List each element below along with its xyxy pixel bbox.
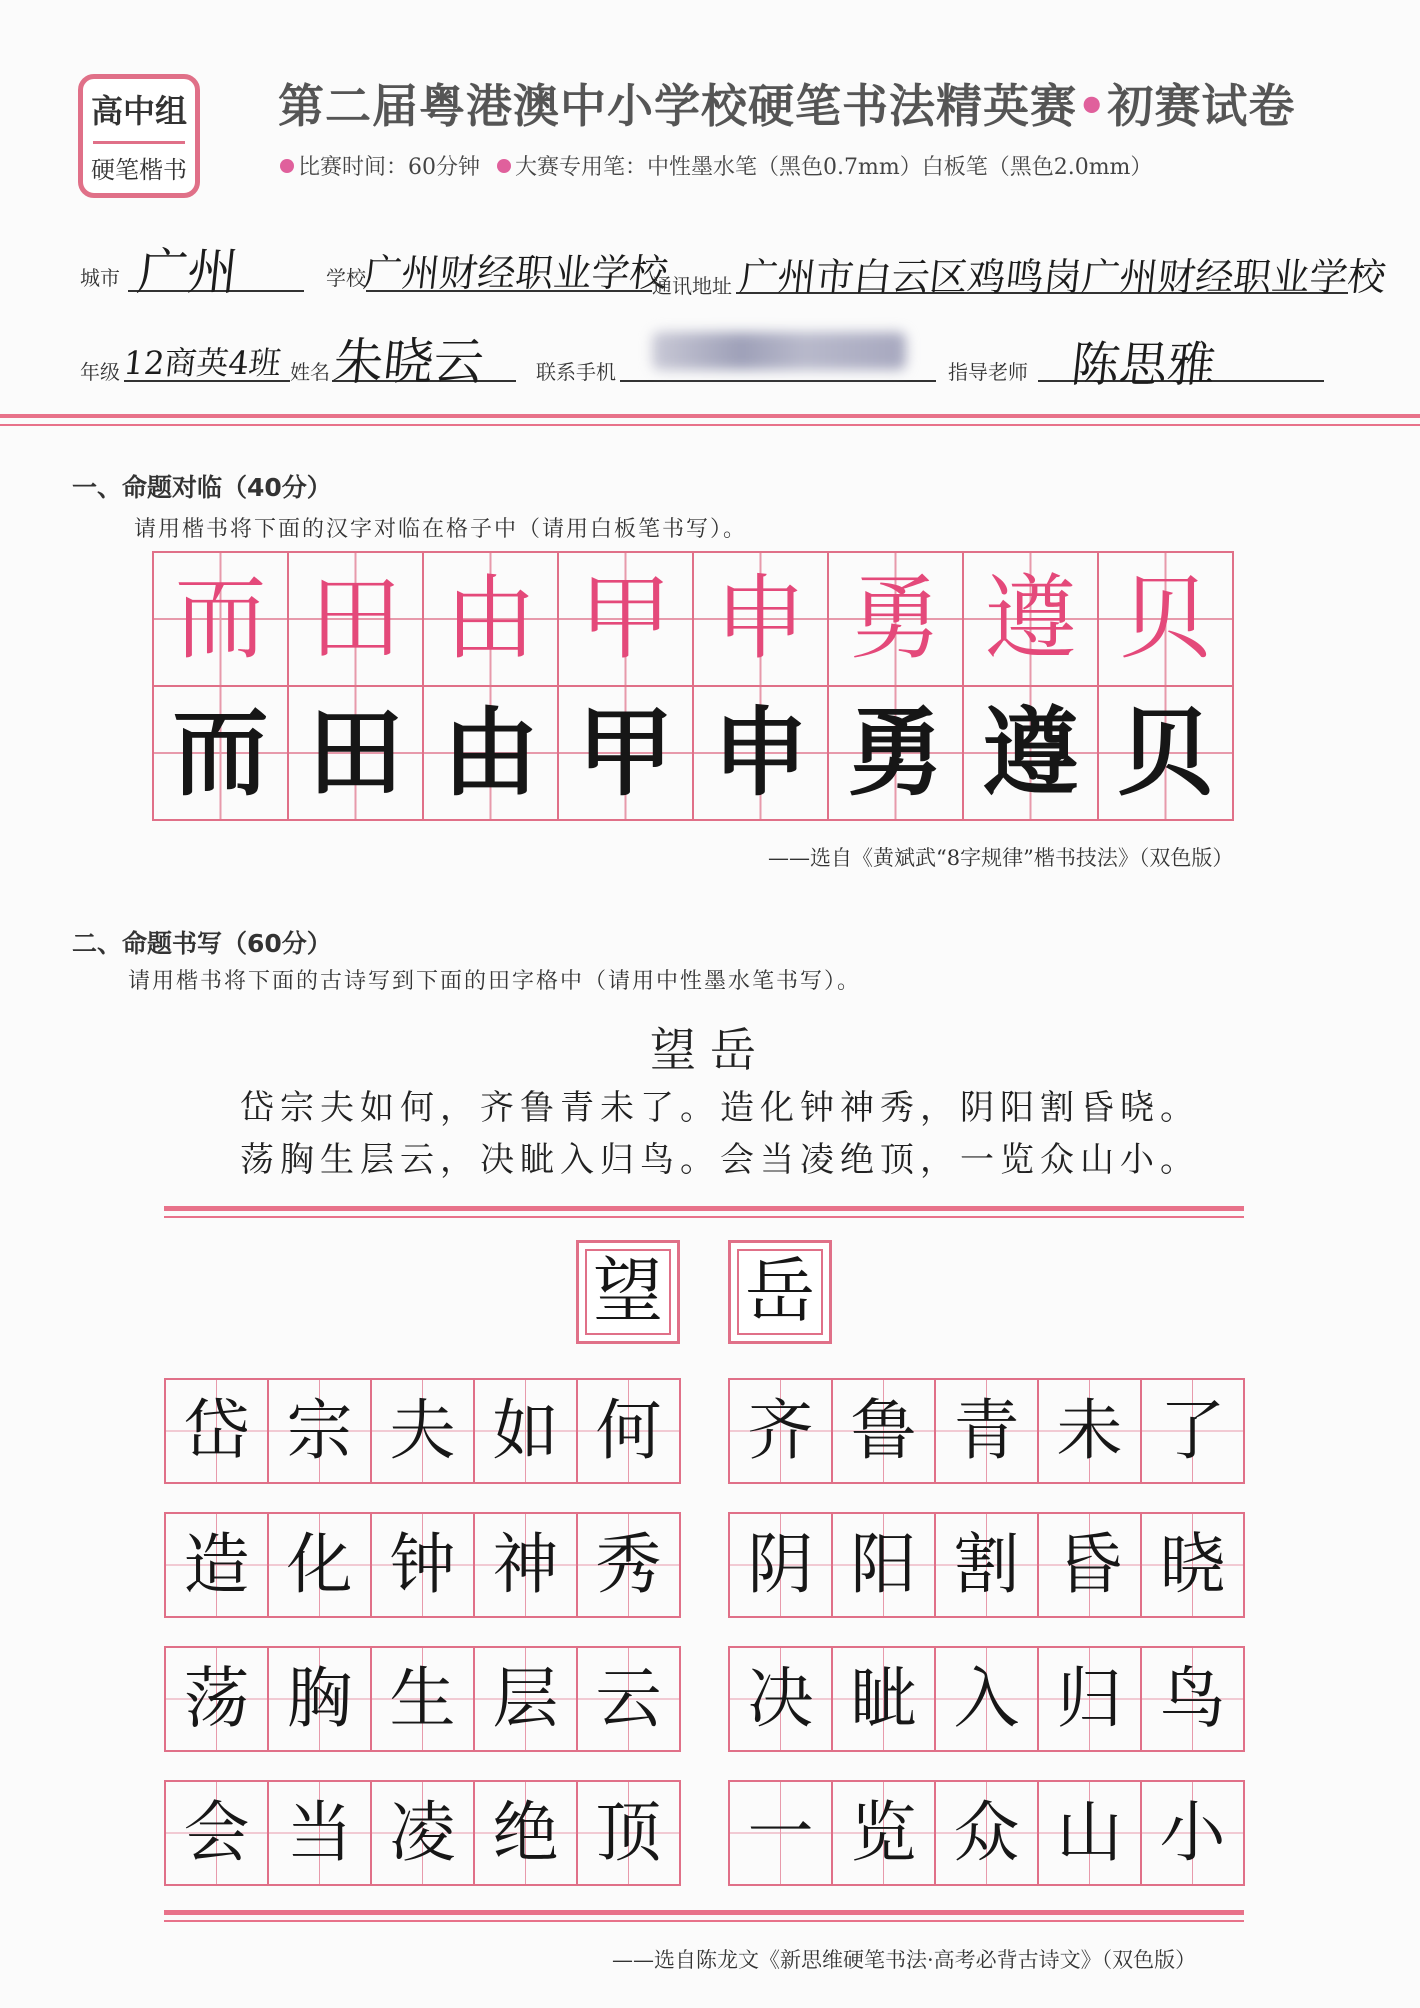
grid-char: 决: [747, 1660, 814, 1737]
model-char: 勇: [849, 565, 942, 672]
badge-group-label: 高中组: [90, 92, 187, 130]
row-gap: [729, 1483, 1244, 1513]
grid-char: 览: [850, 1794, 917, 1871]
grid-char: 岱: [183, 1392, 250, 1469]
grid-row: [729, 1379, 1244, 1483]
grid-cell: [1038, 1781, 1141, 1885]
address-label: 通讯地址: [652, 274, 732, 298]
page-title: [278, 70, 1295, 136]
section2-credit: ——选自陈龙文《新思维硬笔书法·高考必背古诗文》（双色版）: [612, 1948, 1197, 1972]
grid-char: 钟: [389, 1526, 456, 1603]
grid-cell: [832, 1379, 935, 1483]
grid-char: 生: [389, 1660, 456, 1737]
grid-row: [165, 1379, 680, 1483]
grid-char: 一: [747, 1794, 814, 1871]
badge-divider: [93, 141, 185, 144]
grid-cell: [935, 1379, 1038, 1483]
grid-char: 胸: [286, 1660, 353, 1737]
grid-cell: [1038, 1513, 1141, 1617]
written-title-char: 岳: [745, 1250, 815, 1332]
grid-cell: [832, 1647, 935, 1751]
grid-char: 了: [1159, 1392, 1226, 1469]
grid-cell: [935, 1781, 1038, 1885]
grid-char: 阴: [747, 1526, 814, 1603]
section2-instruction: 请用楷书将下面的古诗写到下面的田字格中（请用中性墨水笔书写）。: [128, 969, 862, 994]
model-cell: [693, 552, 828, 686]
badge-category-label: 硬笔楷书: [91, 156, 187, 184]
school-value: 广州财经职业学校: [361, 251, 670, 295]
copy-cell: [963, 686, 1098, 820]
grid-cell: [1038, 1379, 1141, 1483]
grid-char: 众: [953, 1794, 1020, 1871]
model-char: 遵: [984, 565, 1077, 672]
grid-cell: [729, 1781, 832, 1885]
grid-char: 如: [492, 1392, 559, 1469]
grid-char: 造: [183, 1526, 250, 1603]
copy-row: [153, 686, 1233, 820]
header-separator-thin: [0, 424, 1420, 426]
copy-cell: [828, 686, 963, 820]
grid-cell: [371, 1647, 474, 1751]
grid-char: 凌: [389, 1794, 456, 1871]
model-char: 甲: [579, 565, 672, 672]
teacher-label: 指导老师: [948, 360, 1028, 384]
grid-cell: [165, 1379, 268, 1483]
city-label: 城市: [80, 266, 120, 290]
row-gap: [165, 1617, 680, 1647]
grid-char: 鲁: [850, 1392, 917, 1469]
model-row: [153, 552, 1233, 686]
name-label: 姓名: [290, 360, 330, 384]
grid-char: 阳: [850, 1526, 917, 1603]
grid-char: 归: [1056, 1660, 1123, 1737]
grid-cell: [577, 1647, 680, 1751]
copy-cell: [693, 686, 828, 820]
grid-char: 秀: [595, 1526, 662, 1603]
row-gap: [165, 1483, 680, 1513]
grid-cell: [268, 1781, 371, 1885]
grid-char: 绝: [492, 1794, 559, 1871]
poem-bar-top-thin: [164, 1216, 1244, 1218]
grid-char: 眦: [850, 1660, 917, 1737]
row-gap: [729, 1617, 1244, 1647]
grid-cell: [577, 1781, 680, 1885]
model-cell: [153, 552, 288, 686]
header-separator: [0, 414, 1420, 418]
rule-pen: 大赛专用笔：中性墨水笔（黑色0.7mm）白板笔（黑色2.0mm）: [515, 155, 1153, 180]
grid-cell: [268, 1647, 371, 1751]
grid-cell: [935, 1513, 1038, 1617]
grid-cell: [165, 1513, 268, 1617]
grid-char: 宗: [286, 1392, 353, 1469]
grid-cell: [832, 1781, 935, 1885]
section2-title: 二、命题书写（60分）: [72, 929, 332, 958]
redacted-phone: [652, 332, 906, 370]
bullet-icon: [280, 159, 294, 173]
grid-cell: [729, 1647, 832, 1751]
grid-row: [729, 1647, 1244, 1751]
model-cell: [963, 552, 1098, 686]
grid-char: 夫: [389, 1392, 456, 1469]
poem-title: 望岳: [650, 1023, 770, 1077]
grid-char: 何: [595, 1392, 662, 1469]
written-title-box: [728, 1240, 832, 1344]
model-char: 贝: [1119, 565, 1212, 672]
row-gap: [165, 1751, 680, 1781]
grid-char: 化: [286, 1526, 353, 1603]
address-value: 广州市白云区鸡鸣岗广州财经职业学校: [737, 255, 1388, 299]
copy-char: 田: [307, 696, 404, 809]
grid-char: 鸟: [1159, 1660, 1226, 1737]
poem-grid-left: [164, 1378, 681, 1886]
section1-credit: ——选自《黄斌武“8字规律”楷书技法》（双色版）: [768, 846, 1234, 870]
model-char: 申: [714, 565, 807, 672]
grid-row: [729, 1781, 1244, 1885]
poem-line-2: 荡胸生层云，决眦入归鸟。会当凌绝顶，一览众山小。: [240, 1140, 1200, 1180]
phone-label: 联系手机: [536, 360, 616, 384]
poem-line-1: 岱宗夫如何，齐鲁青未了。造化钟神秀，阴阳割昏晓。: [240, 1088, 1200, 1128]
grid-cell: [165, 1647, 268, 1751]
grid-char: 神: [492, 1526, 559, 1603]
grid-char: 昏: [1056, 1526, 1123, 1603]
grid-cell: [268, 1513, 371, 1617]
competition-rules: [280, 150, 1152, 181]
grid-char: 云: [595, 1660, 662, 1737]
poem-bar-bottom-thin: [164, 1920, 1244, 1922]
grid-char: 层: [492, 1660, 559, 1737]
grid-row: [165, 1647, 680, 1751]
grid-cell: [1141, 1379, 1244, 1483]
copy-char: 勇: [847, 696, 944, 809]
model-cell: [828, 552, 963, 686]
grid-cell: [729, 1513, 832, 1617]
copy-char: 贝: [1117, 696, 1214, 809]
grid-char: 青: [953, 1392, 1020, 1469]
grid-row: [165, 1513, 680, 1617]
grid-cell: [935, 1647, 1038, 1751]
grid-cell: [1141, 1513, 1244, 1617]
grid-row: [729, 1513, 1244, 1617]
grade-label: 年级: [80, 360, 120, 384]
copy-cell: [153, 686, 288, 820]
group-badge: [78, 74, 200, 198]
model-cell: [1098, 552, 1233, 686]
school-label: 学校: [326, 266, 366, 290]
grid-char: 小: [1159, 1794, 1226, 1871]
model-cell: [423, 552, 558, 686]
grid-char: 会: [183, 1794, 250, 1871]
grid-cell: [1141, 1781, 1244, 1885]
copy-char: 由: [442, 696, 539, 809]
grid-char: 未: [1056, 1392, 1123, 1469]
copy-cell: [288, 686, 423, 820]
grid-char: 荡: [183, 1660, 250, 1737]
grid-cell: [729, 1379, 832, 1483]
grid-cell: [577, 1379, 680, 1483]
copy-char: 遵: [982, 696, 1079, 809]
grid-cell: [268, 1379, 371, 1483]
teacher-value: 陈思雅: [1068, 337, 1219, 393]
grid-char: 顶: [595, 1794, 662, 1871]
poem-bar-top: [164, 1206, 1244, 1211]
model-char: 田: [309, 565, 402, 672]
grid-cell: [474, 1781, 577, 1885]
model-char: 由: [444, 565, 537, 672]
model-char: 而: [174, 565, 267, 672]
copy-char: 申: [712, 696, 809, 809]
grid-char: 入: [953, 1660, 1020, 1737]
bullet-icon: [497, 159, 511, 173]
model-cell: [288, 552, 423, 686]
copy-cell: [423, 686, 558, 820]
grid-cell: [371, 1513, 474, 1617]
copy-cell: [1098, 686, 1233, 820]
grid-char: 割: [953, 1526, 1020, 1603]
grid-cell: [165, 1781, 268, 1885]
grid-cell: [577, 1513, 680, 1617]
written-title-box: [576, 1240, 680, 1344]
copy-char: 而: [172, 696, 269, 809]
grid-cell: [474, 1513, 577, 1617]
rule-time: 比赛时间：60分钟: [298, 155, 480, 180]
grid-cell: [474, 1647, 577, 1751]
grid-row: [165, 1781, 680, 1885]
grid-char: 晓: [1159, 1526, 1226, 1603]
poem-grid-right: [728, 1378, 1245, 1886]
name-value: 朱晓云: [330, 333, 487, 391]
row-gap: [729, 1751, 1244, 1781]
title-stage: 初赛试卷: [1107, 79, 1296, 133]
grid-cell: [474, 1379, 577, 1483]
grid-cell: [832, 1513, 935, 1617]
grid-char: 山: [1056, 1794, 1123, 1871]
grade-value: 12商英4班: [121, 344, 283, 382]
copy-practice-grid: [152, 551, 1234, 821]
grid-cell: [1038, 1647, 1141, 1751]
grid-char: 当: [286, 1794, 353, 1871]
section1-title: 一、命题对临（40分）: [72, 473, 332, 502]
copy-cell: [558, 686, 693, 820]
grid-cell: [371, 1379, 474, 1483]
section1-instruction: 请用楷书将下面的汉字对临在格子中（请用白板笔书写）。: [134, 517, 748, 542]
title-main: 第二届粤港澳中小学校硬笔书法精英赛: [278, 79, 1077, 133]
city-value: 广州: [134, 243, 241, 301]
grid-cell: [371, 1781, 474, 1885]
title-dot: •: [1077, 79, 1108, 133]
phone-line: [620, 380, 936, 382]
grid-cell: [1141, 1647, 1244, 1751]
poem-bar-bottom: [164, 1910, 1244, 1915]
copy-char: 甲: [577, 696, 674, 809]
written-title-char: 望: [593, 1250, 663, 1332]
model-cell: [558, 552, 693, 686]
grid-char: 齐: [747, 1392, 814, 1469]
